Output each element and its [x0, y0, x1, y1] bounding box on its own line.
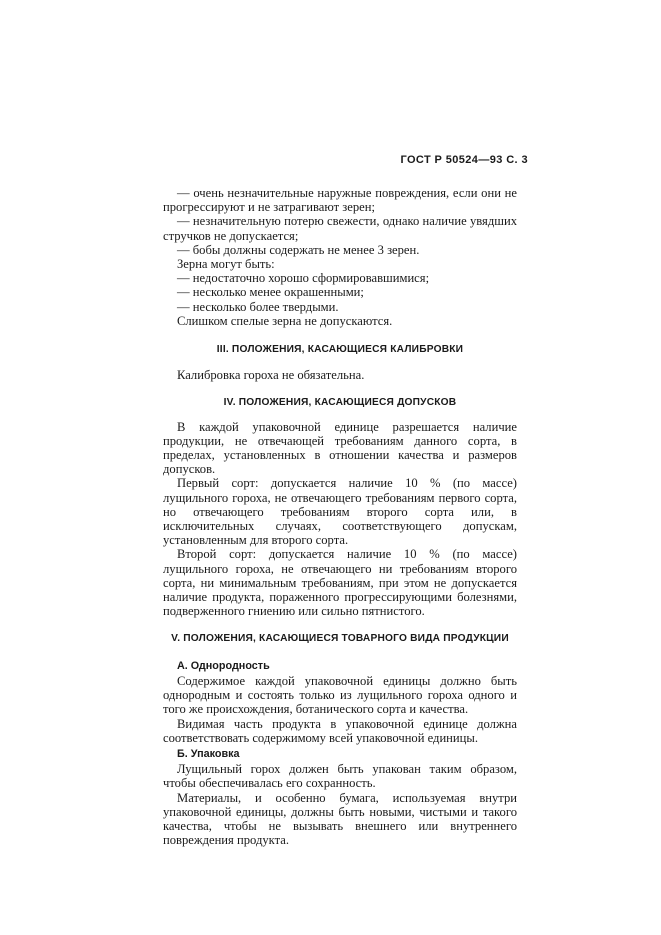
subsection-b-heading: Б. Упаковка	[177, 747, 240, 760]
section-5-heading: V. ПОЛОЖЕНИЯ, КАСАЮЩИЕСЯ ТОВАРНОГО ВИДА ПРОДУКЦИИ	[171, 633, 509, 645]
intro-line: — очень незначительные наружные повреждения, если они не прогрессируют и не затрагивают зерен;	[163, 186, 517, 215]
section-4-paragraph: Второй сорт: допускается наличие 10 % (по массе) лущильного гороха, не отвечающего ни требованиям второго сорта, ни минимальным требованиям, при этом не допускается наличие продукта, пораженного прогрессирующими болезнями, подверженного гниению или сильно пятнистого.	[163, 547, 517, 619]
section-4-paragraph: Первый сорт: допускается наличие 10 % (по массе) лущильного гороха, не отвечающего требованиям первого сорта, но отвечающего требованиям второго сорта или, в исключительных случаях, соответствующего допускам, установленным для второго сорта.	[163, 476, 517, 548]
section-3-paragraph: Калибровка гороха не обязательна.	[177, 368, 365, 383]
section-4-paragraph: В каждой упаковочной единице разрешается наличие продукции, не отвечающей требованиям данного сорта, в пределах, установленных в отношении качества и размеров допусков.	[163, 419, 517, 477]
intro-line: — незначительную потерю свежести, однако наличие увядших стручков не допускается;	[163, 214, 517, 243]
subsection-b-paragraph: Материалы, и особенно бумага, используемая внутри упаковочной единицы, должны быть новыми, чистыми и такого качества, чтобы не вызывать внешнего или внутреннего повреждения продукта.	[163, 790, 517, 848]
intro-line: — бобы должны содержать не менее 3 зерен.	[177, 242, 420, 257]
section-3-heading: III. ПОЛОЖЕНИЯ, КАСАЮЩИЕСЯ КАЛИБРОВКИ	[216, 344, 464, 356]
page-header-standard-ref: ГОСТ Р 50524—93 С. 3	[400, 154, 528, 166]
section-4-heading: IV. ПОЛОЖЕНИЯ, КАСАЮЩИЕСЯ ДОПУСКОВ	[223, 397, 457, 409]
document-body	[163, 186, 517, 847]
intro-line: — несколько более твердыми.	[177, 299, 339, 314]
intro-line: — несколько менее окрашенными;	[177, 285, 364, 300]
intro-line: Зерна могут быть:	[177, 257, 275, 272]
intro-line: Слишком спелые зерна не допускаются.	[177, 313, 393, 328]
subsection-a-heading: А. Однородность	[177, 659, 270, 672]
subsection-b-paragraph: Лущильный горох должен быть упакован таким образом, чтобы обеспечивалась его сохранность.	[163, 762, 517, 791]
subsection-a-paragraph: Видимая часть продукта в упаковочной единице должна соответствовать содержимому всей упаковочной единицы.	[163, 716, 517, 745]
subsection-a-paragraph: Содержимое каждой упаковочной единицы должно быть однородным и состоять только из лущильного гороха одного и того же происхождения, ботанического сорта и качества.	[163, 673, 517, 717]
intro-line: — недостаточно хорошо сформировавшимися;	[177, 271, 430, 286]
